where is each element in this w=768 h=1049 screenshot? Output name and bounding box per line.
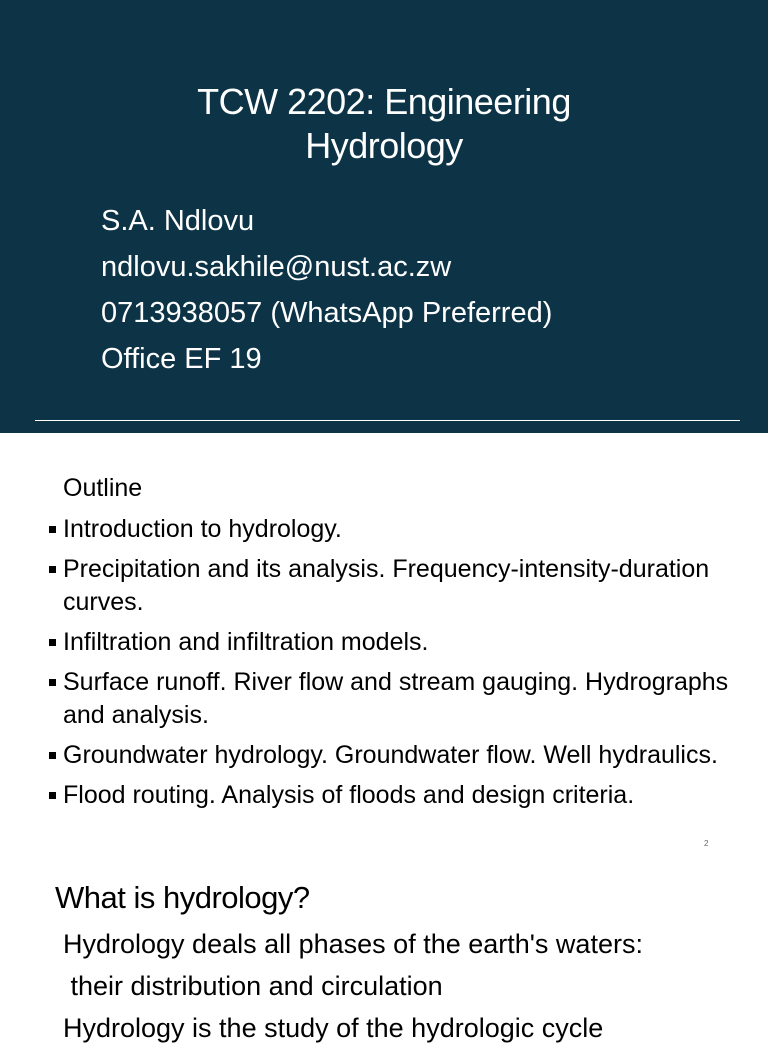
bullet-square-icon: [49, 792, 56, 799]
list-item: Introduction to hydrology.: [48, 513, 748, 546]
list-item: Surface runoff. River flow and stream gauging. Hydrographs and analysis.: [48, 666, 748, 732]
list-item: Infiltration and infiltration models.: [48, 626, 748, 659]
definition-text: [63, 923, 643, 1049]
lecturer-email: ndlovu.sakhile@nust.ac.zw: [101, 251, 452, 283]
divider-line: [35, 420, 740, 421]
bullet-square-icon: [49, 639, 56, 646]
title-slide: [0, 0, 768, 433]
page-number: 2: [704, 839, 709, 848]
outline-heading: Outline: [63, 474, 143, 502]
course-title-line1: TCW 2202: Engineering: [197, 81, 571, 122]
bullet-square-icon: [49, 679, 56, 686]
lecturer-phone: 0713938057 (WhatsApp Preferred): [101, 297, 553, 329]
contact-block: [101, 198, 552, 382]
lecturer-office: Office EF 19: [101, 343, 262, 375]
outline-list: [48, 513, 748, 819]
definition-line: Hydrology deals all phases of the earth's waters:: [63, 929, 643, 959]
definition-line: Hydrology is the study of the hydrologic cycle: [63, 1013, 604, 1043]
definition-line: their distribution and circulation: [63, 971, 443, 1001]
bullet-square-icon: [49, 526, 56, 533]
outline-slide: [0, 433, 768, 863]
lecturer-name: S.A. Ndlovu: [101, 205, 255, 237]
list-item: Precipitation and its analysis. Frequency-intensity-duration curves.: [48, 553, 748, 619]
list-item: Groundwater hydrology. Groundwater flow. Well hydraulics.: [48, 739, 748, 772]
definition-slide: [0, 863, 768, 1043]
course-title-line2: Hydrology: [305, 125, 463, 166]
course-title: [0, 80, 768, 168]
definition-heading: What is hydrology?: [55, 880, 310, 915]
bullet-square-icon: [49, 566, 56, 573]
list-item: Flood routing. Analysis of floods and design criteria.: [48, 779, 748, 812]
bullet-square-icon: [49, 752, 56, 759]
